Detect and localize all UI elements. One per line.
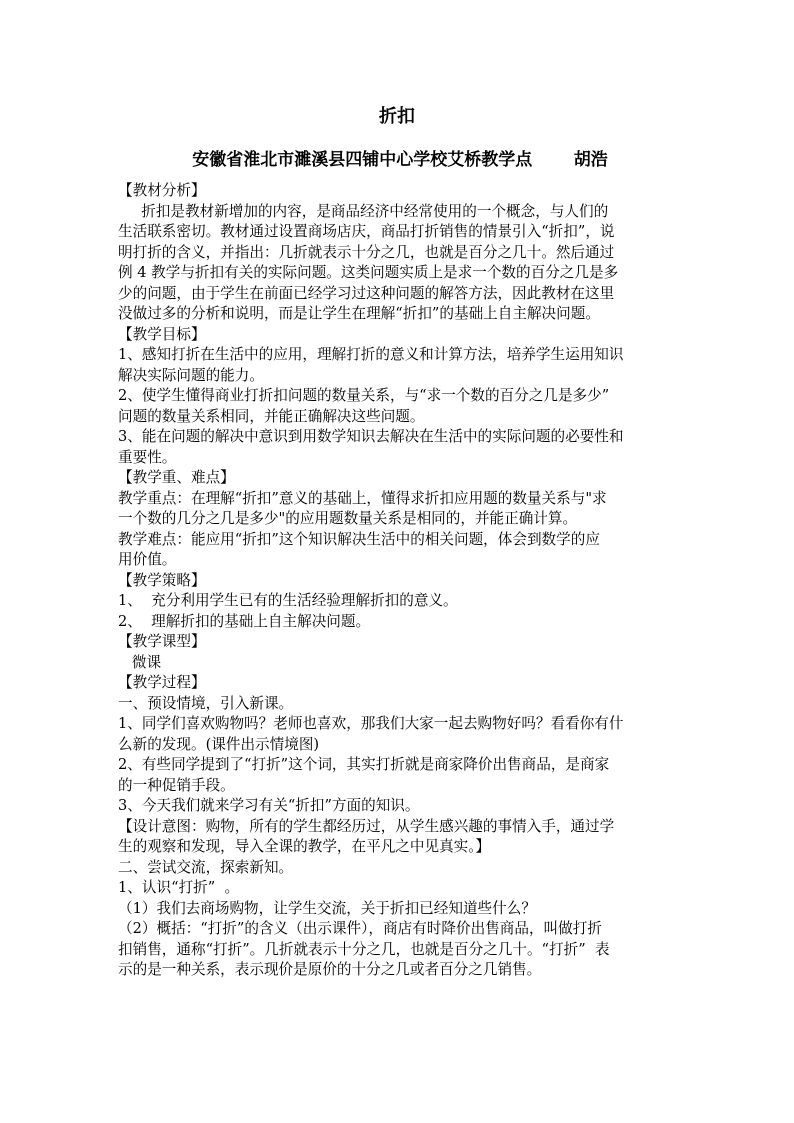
- text-line: 折扣是教材新增加的内容，是商品经济中经常使用的一个概念，与人们的: [118, 202, 609, 220]
- text-line: 一个数的几分之几是多少"的应用题数量关系是相同的，并能正确计算。: [118, 510, 578, 527]
- text-line: 2、有些同学提到了“打折”这个词，其实打折就是商家降价出售商品，是商家: [118, 756, 610, 773]
- text-line: 么新的发现。(课件出示情境图): [118, 735, 320, 753]
- text-line: 扣销售，通称“打折”。几折就表示十分之几，也就是百分之几十。“打折” 表: [118, 940, 610, 958]
- text-line: 【教学课型】: [118, 633, 206, 650]
- text-line: 1、感知打折在生活中的应用，理解打折的意义和计算方法，培养学生运用知识: [118, 346, 624, 363]
- text-line: 二、尝试交流，探索新知。: [118, 858, 294, 876]
- text-line: 没做过多的分析和说明，而是让学生在理解“折扣”的基础上自主解决问题。: [118, 305, 600, 322]
- text-line: （2）概括：“打折”的含义（出示课件），商店有时降价出售商品，叫做打折: [118, 920, 602, 937]
- text-line: 用价值。: [118, 551, 177, 568]
- text-line: 教学难点：能应用“折扣”这个知识解决生活中的相关问题，体会到数学的应: [118, 530, 600, 548]
- text-line: 3、能在问题的解决中意识到用数学知识去解决在生活中的实际问题的必要性和: [118, 428, 624, 445]
- text-line: 教学重点：在理解“折扣”意义的基础上，懂得求折扣应用题的数量关系与"求: [118, 489, 607, 507]
- text-line: 少的问题，由于学生在前面已经学习过这种问题的解答方法，因此教材在这里: [118, 284, 615, 302]
- text-line: 【教学策略】: [118, 571, 206, 589]
- text-line: 生的观察和发现，导入全课的教学，在平凡之中见真实。】: [118, 838, 491, 855]
- text-line: 【教学过程】: [118, 674, 206, 691]
- text-line: 【教材分析】: [118, 182, 206, 199]
- text-line: 问题的数量关系相同，并能正确解决这些问题。: [118, 407, 425, 425]
- text-line: 1、同学们喜欢购物吗？老师也喜欢，那我们大家一起去购物好吗？看看你有什: [118, 715, 624, 732]
- text-line: 【教学目标】: [118, 325, 206, 343]
- text-line: 3、今天我们就来学习有关“折扣”方面的知识。: [118, 797, 420, 814]
- text-line: 示的是一种关系，表示现价是原价的十分之几或者百分之几销售。: [118, 961, 542, 978]
- text-line: 例 4 教学与折扣有关的实际问题。这类问题实质上是求一个数的百分之几是多: [118, 264, 619, 281]
- document-title: 折扣: [379, 106, 415, 127]
- text-line: 重要性。: [118, 448, 177, 466]
- document-body: [118, 181, 674, 981]
- text-line: 2、 理解折扣的基础上自主解决问题。: [118, 612, 371, 630]
- text-line: 解决实际问题的能力。: [118, 366, 264, 384]
- text-line: 生活联系密切。教材通过设置商场店庆，商品打折销售的情景引入“折扣”，说: [118, 223, 615, 240]
- text-line: 1、 充分利用学生已有的生活经验理解折扣的意义。: [118, 592, 458, 609]
- text-line: 明打折的含义，并指出：几折就表示十分之几，也就是百分之几十。然后通过: [118, 243, 615, 261]
- text-line: 一、预设情境，引入新课。: [118, 694, 294, 712]
- author-byline: 安徽省淮北市濉溪县四铺中心学校艾桥教学点 胡浩: [192, 150, 608, 170]
- text-line: 微课: [118, 653, 162, 671]
- text-line: 【教学重、难点】: [118, 469, 235, 486]
- text-line: 【设计意图：购物，所有的学生都经历过，从学生感兴趣的事情入手，通过学: [118, 817, 615, 835]
- text-line: 的一种促销手段。: [118, 776, 235, 794]
- text-line: （1）我们去商场购物，让学生交流，关于折扣已经知道些什么？: [118, 899, 536, 917]
- text-line: 1、认识“打折” 。: [118, 879, 240, 896]
- text-line: 2、使学生懂得商业打折扣问题的数量关系，与“求一个数的百分之几是多少”: [118, 387, 610, 404]
